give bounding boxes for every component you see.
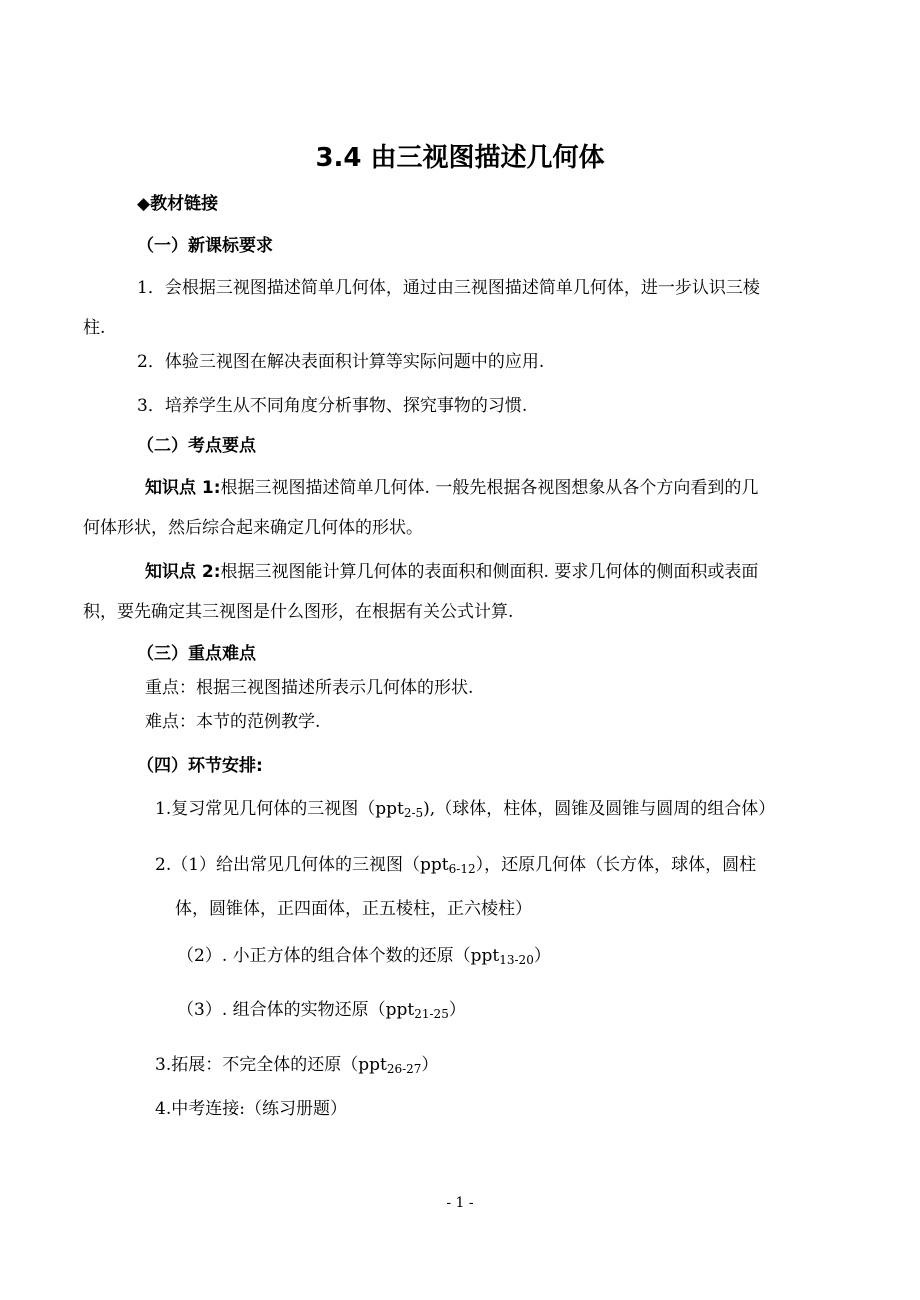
schedule-item-2-tail: ），还原几何体（长方体，球体，圆柱: [475, 855, 757, 875]
heading-key-points: （二）考点要点: [137, 436, 256, 456]
schedule-item-2-line-2: 体，圆锥体，正四面体，正五棱柱，正六棱柱）: [175, 899, 532, 919]
knowledge-point-2-text: 根据三视图能计算几何体的表面积和侧面积. 要求几何体的侧面积或表面: [220, 562, 759, 582]
requirement-1-line-1: 1．会根据三视图描述简单几何体，通过由三视图描述简单几何体，进一步认识三棱: [137, 278, 760, 298]
difficulty-text: 难点：本节的范例教学.: [145, 712, 321, 732]
page-title: 3.4 由三视图描述几何体: [315, 143, 605, 173]
schedule-item-1: [155, 797, 775, 821]
knowledge-point-2-line-2: 积，要先确定其三视图是什么图形，在根据有关公式计算.: [83, 602, 514, 622]
knowledge-point-1-line-2: 何体形状，然后综合起来确定几何体的形状。: [83, 518, 423, 538]
schedule-item-2-sub-3-ppt-range: 21-25: [414, 1007, 449, 1021]
schedule-item-1-tail: ),（球体，柱体，圆锥及圆锥与圆周的组合体）: [423, 799, 776, 819]
schedule-item-2-sub-3-text: （3）. 组合体的实物还原（ppt: [177, 1000, 415, 1020]
schedule-item-3-ppt-range: 26-27: [386, 1062, 422, 1076]
knowledge-point-2-label: 知识点 2:: [145, 562, 221, 582]
schedule-item-1-ppt-range: 2-5: [403, 806, 424, 820]
requirement-3: 3．培养学生从不同角度分析事物、探究事物的习惯.: [137, 396, 528, 416]
page-number: - 1 -: [446, 1195, 474, 1211]
schedule-item-4: 4.中考连接:（练习册题）: [155, 1099, 347, 1119]
schedule-item-2-sub-3-tail: ）: [448, 1000, 466, 1020]
focus-text: 重点：根据三视图描述所表示几何体的形状.: [145, 678, 474, 698]
requirement-1-line-2: 柱.: [83, 318, 106, 338]
knowledge-point-1-text: 根据三视图描述简单几何体. 一般先根据各视图想象从各个方向看到的几: [220, 478, 759, 498]
schedule-item-2-ppt-range: 6-12: [448, 862, 476, 876]
knowledge-point-2: [145, 560, 758, 584]
knowledge-point-1: [145, 476, 758, 500]
section-textbook-link: ◆教材链接: [137, 194, 219, 214]
schedule-item-2-sub-2: [177, 944, 551, 968]
requirement-2: 2．体验三视图在解决表面积计算等实际问题中的应用.: [137, 352, 545, 372]
schedule-item-3-text: 3.拓展：不完全体的还原（ppt: [155, 1055, 387, 1075]
heading-schedule: （四）环节安排:: [137, 756, 263, 776]
schedule-item-2: [155, 853, 756, 877]
heading-focus-difficulty: （三）重点难点: [137, 644, 256, 664]
schedule-item-2-text: 2.（1）给出常见几何体的三视图（ppt: [155, 855, 449, 875]
schedule-item-2-sub-2-text: （2）. 小正方体的组合体个数的还原（ppt: [177, 946, 500, 966]
schedule-item-2-sub-2-ppt-range: 13-20: [499, 953, 534, 967]
knowledge-point-1-label: 知识点 1:: [145, 478, 221, 498]
schedule-item-2-sub-3: [177, 998, 466, 1022]
schedule-item-3-tail: ）: [421, 1055, 439, 1075]
schedule-item-2-sub-2-tail: ）: [533, 946, 551, 966]
heading-curriculum-requirements: （一）新课标要求: [137, 236, 273, 256]
schedule-item-3: [155, 1053, 438, 1077]
schedule-item-1-text: 1.复习常见几何体的三视图（ppt: [155, 799, 404, 819]
